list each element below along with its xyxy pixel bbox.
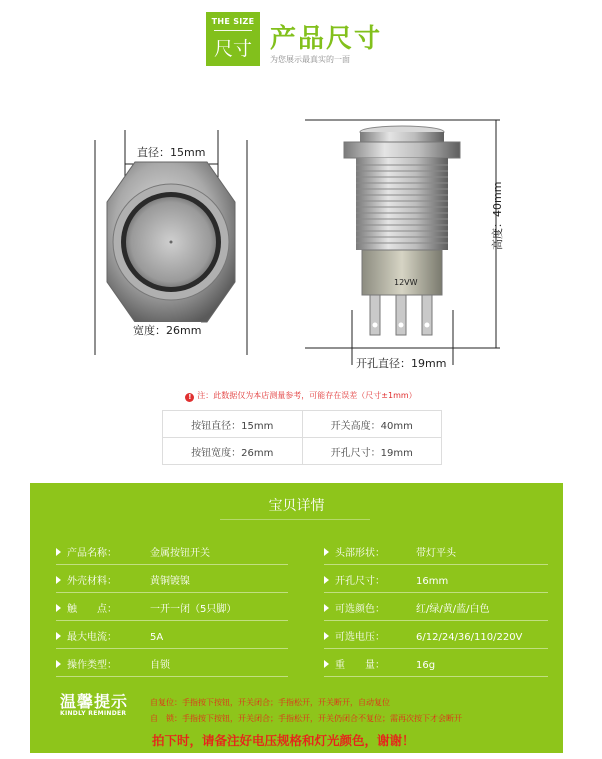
detail-label: 重 量： [335, 660, 385, 671]
detail-label: 操作类型： [67, 660, 117, 671]
arrow-icon [56, 576, 61, 584]
detail-row [46, 655, 548, 677]
detail-row [46, 599, 548, 621]
button-side-view [300, 110, 540, 375]
badge-cn-text: 尺寸 [213, 38, 252, 60]
table-row [163, 438, 442, 465]
arrow-icon [324, 660, 329, 668]
table-cell: 按钮宽度：26mm [163, 438, 303, 465]
detail-label: 最大电流： [67, 632, 117, 643]
detail-label: 触 点： [67, 604, 117, 615]
details-title: 宝贝详情 [268, 498, 325, 514]
detail-value: 6/12/24/36/110/220V [416, 632, 523, 643]
tip-self-reset: 自复位：手指按下按钮，开关闭合；手指松开，开关断开，自动复位 [150, 698, 390, 707]
arrow-icon [56, 660, 61, 668]
detail-row [46, 571, 548, 593]
detail-value: 5A [150, 632, 164, 643]
detail-label: 产品名称： [67, 548, 117, 559]
diameter-label: 直径：15mm [137, 146, 206, 159]
order-reminder: 拍下时，请备注好电压规格和灯光颜色，谢谢！ [152, 733, 415, 748]
arrow-icon [324, 576, 329, 584]
arrow-icon [324, 632, 329, 640]
kindly-reminder-en: KINDLY REMINDER [60, 710, 127, 717]
page-title: 产品尺寸 [270, 24, 383, 54]
kindly-reminder-title: 温馨提示 [60, 692, 129, 711]
size-header [0, 0, 602, 80]
arrow-icon [56, 632, 61, 640]
detail-label: 开孔尺寸： [335, 576, 385, 587]
hole-label: 开孔直径：19mm [356, 357, 447, 370]
button-top-view [85, 120, 265, 360]
details-panel [30, 483, 563, 753]
detail-value: 16g [416, 660, 436, 671]
measurement-note [0, 390, 602, 402]
detail-value: 带灯平头 [416, 548, 456, 559]
warning-icon: ! [185, 393, 194, 402]
detail-value: 自锁 [150, 660, 170, 671]
height-label: 高度：40mm [491, 181, 504, 250]
arrow-icon [56, 548, 61, 556]
title-divider [220, 519, 370, 520]
arrow-icon [324, 548, 329, 556]
table-cell: 按钮直径：15mm [163, 411, 303, 438]
table-cell: 开孔尺寸：19mm [302, 438, 442, 465]
detail-label: 可选电压： [335, 632, 385, 643]
detail-row [46, 627, 548, 649]
badge-en-text: THE SIZE [211, 17, 255, 26]
detail-label: 可选颜色： [335, 604, 385, 615]
detail-row [46, 543, 548, 565]
arrow-icon [56, 604, 61, 612]
arrow-icon [324, 604, 329, 612]
page-subtitle: 为您展示最真实的一面 [270, 55, 350, 64]
spec-table [162, 410, 442, 465]
size-badge [206, 12, 260, 66]
detail-value: 黄铜镀镍 [150, 576, 190, 587]
detail-value: 16mm [416, 576, 449, 587]
detail-label: 头部形状： [335, 548, 385, 559]
detail-value: 金属按钮开关 [150, 548, 210, 559]
detail-value: 红/绿/黄/蓝/白色 [416, 604, 490, 615]
width-label: 宽度：26mm [133, 324, 202, 337]
detail-label: 外壳材料： [67, 576, 117, 587]
voltage-mark: 12VW [394, 278, 418, 287]
table-cell: 开关高度：40mm [302, 411, 442, 438]
tip-self-lock: 自 锁：手指按下按钮，开关闭合；手指松开，开关仍闭合不复位；需再次按下才会断开 [150, 714, 462, 723]
note-text: 注：此数据仅为本店测量参考，可能存在误差（尺寸±1mm） [197, 391, 417, 400]
detail-value: 一开一闭（5只脚） [150, 604, 237, 615]
badge-divider [214, 30, 252, 31]
table-row [163, 411, 442, 438]
button-side-view-image [300, 110, 540, 375]
